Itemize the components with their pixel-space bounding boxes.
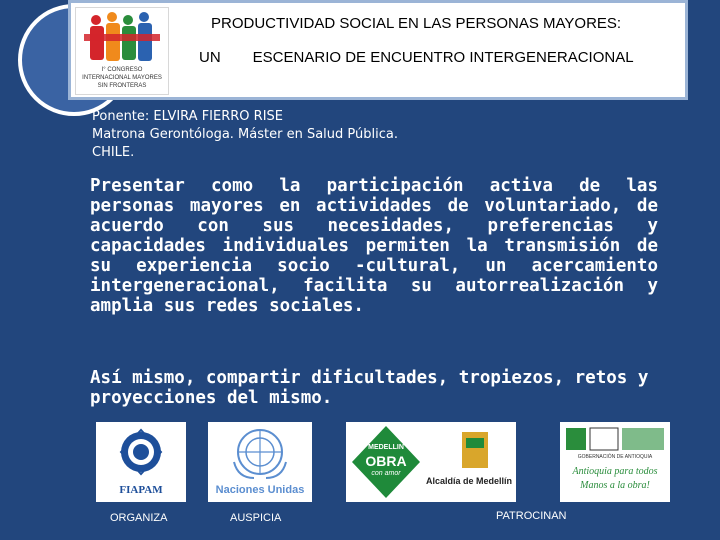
alcaldia-label: Alcaldía de Medellín <box>425 476 513 486</box>
speaker-info <box>92 108 692 162</box>
speaker-line <box>92 108 692 126</box>
antioquia-logo <box>560 422 670 502</box>
antioquia-slogan: Antioquia para todos <box>572 466 658 477</box>
medellin-logo <box>346 422 516 502</box>
speaker-country: CHILE. <box>92 145 135 160</box>
caption-organiza: ORGANIZA <box>110 512 168 524</box>
congress-logo-text: I° CONGRESO INTERNACIONAL MAYORES SIN FRONTERAS <box>82 67 162 89</box>
speaker-credentials: Matrona Gerontóloga. Máster en Salud Pública. <box>92 127 398 142</box>
antioquia-sub: Manos a la obra! <box>580 480 650 491</box>
speaker-label: Ponente: <box>92 109 154 124</box>
title-line-2-prefix: UN <box>199 49 221 66</box>
title-line-2 <box>199 49 679 66</box>
title-line-2-rest: ESCENARIO DE ENCUENTRO INTERGENERACIONAL <box>252 49 634 66</box>
caption-auspicia: AUSPICIA <box>230 512 282 524</box>
caption-patrocinan: PATROCINAN <box>496 510 567 522</box>
medellin-line2: OBRA <box>365 453 407 469</box>
medellin-line1: MEDELLIN <box>368 444 404 451</box>
fiapam-logo <box>96 422 186 502</box>
fiapam-label: FIAPAM <box>119 484 163 496</box>
title-line-1: PRODUCTIVIDAD SOCIAL EN LAS PERSONAS MAYORES: <box>211 15 622 32</box>
medellin-line3: con amor <box>371 470 401 477</box>
congress-logo <box>75 7 169 95</box>
un-logo <box>208 422 312 502</box>
main-paragraph: Presentar como la participación activa de las personas mayores en actividades de voluntariado, de acuerdo con sus necesidades, preferencias y capacidades individuales permiten la transmisión de su experiencia socio -cultural, un acercamiento intergeneracional, facilita su autorrealización y amplia sus redes sociales. <box>90 176 658 316</box>
second-paragraph: Así mismo, compartir dificultades, tropiezos, retos y proyecciones del mismo. <box>90 368 649 408</box>
un-label: Naciones Unidas <box>215 484 305 496</box>
antioquia-top-label: GOBERNACIÓN DE ANTIOQUIA <box>577 454 653 460</box>
title-banner <box>68 0 688 100</box>
speaker-name: ELVIRA FIERRO RISE <box>153 109 283 124</box>
